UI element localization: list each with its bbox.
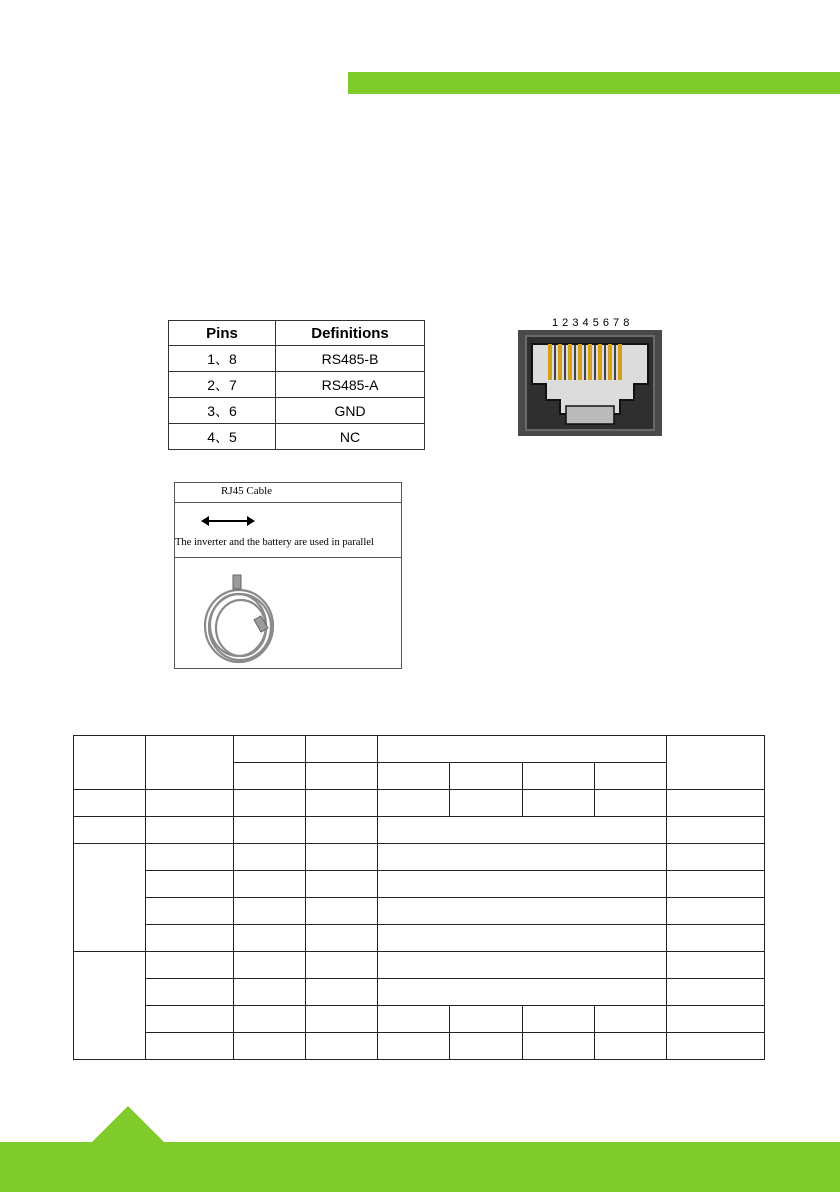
- grid-cell: [378, 790, 450, 817]
- grid-cell: [146, 898, 234, 925]
- grid-cell: [378, 1006, 450, 1033]
- grid-cell: [234, 763, 306, 790]
- divider: [175, 502, 401, 503]
- grid-cell: [146, 817, 234, 844]
- grid-cell: [667, 790, 765, 817]
- table-row: [74, 979, 765, 1006]
- table-row: [74, 844, 765, 871]
- grid-cell: [450, 790, 523, 817]
- grid-cell: [378, 898, 667, 925]
- table-row: [74, 1033, 765, 1060]
- grid-cell: [667, 1033, 765, 1060]
- grid-cell: [74, 817, 146, 844]
- grid-cell: [74, 736, 146, 790]
- grid-cell: [667, 844, 765, 871]
- grid-cell: [523, 790, 595, 817]
- table-row: [74, 736, 765, 763]
- grid-cell: [595, 1006, 667, 1033]
- grid-cell: [306, 898, 378, 925]
- grid-cell: [234, 1006, 306, 1033]
- grid-cell: [523, 763, 595, 790]
- grid-cell: [595, 763, 667, 790]
- pin-cell: 2、7: [169, 372, 276, 398]
- grid-cell: [667, 952, 765, 979]
- grid-cell: [667, 925, 765, 952]
- grid-cell: [667, 898, 765, 925]
- grid-cell: [378, 1033, 450, 1060]
- footer-tab-shape: [80, 1104, 176, 1144]
- cable-title: RJ45 Cable: [221, 485, 273, 497]
- grid-cell: [378, 925, 667, 952]
- grid-cell: [234, 844, 306, 871]
- grid-cell: [450, 1033, 523, 1060]
- rj45-cable-box: [174, 482, 402, 669]
- grid-cell: [146, 952, 234, 979]
- grid-cell: [234, 871, 306, 898]
- grid-cell: [306, 817, 378, 844]
- divider: [175, 557, 401, 558]
- table-row: [169, 424, 425, 450]
- grid-cell: [378, 736, 667, 763]
- table-row: [74, 925, 765, 952]
- definition-cell: RS485-B: [276, 346, 425, 372]
- pins-header: Pins: [169, 321, 276, 346]
- grid-cell: [306, 1006, 378, 1033]
- definitions-header: Definitions: [276, 321, 425, 346]
- grid-cell: [523, 1006, 595, 1033]
- grid-cell: [378, 871, 667, 898]
- grid-cell: [234, 790, 306, 817]
- grid-cell: [234, 1033, 306, 1060]
- grid-cell: [306, 952, 378, 979]
- table-row: [74, 871, 765, 898]
- table-row: [74, 952, 765, 979]
- grid-cell: [306, 790, 378, 817]
- grid-cell: [146, 979, 234, 1006]
- pin-definition-table: [168, 320, 425, 450]
- grid-cell: [146, 925, 234, 952]
- grid-cell: [378, 979, 667, 1006]
- grid-cell: [146, 871, 234, 898]
- grid-cell: [234, 979, 306, 1006]
- grid-cell: [306, 925, 378, 952]
- grid-cell: [74, 844, 146, 952]
- footer-accent-bar: [0, 1142, 840, 1192]
- pin-table-header: [169, 321, 425, 346]
- double-arrow-icon: [201, 513, 255, 529]
- grid-cell: [306, 871, 378, 898]
- definition-cell: NC: [276, 424, 425, 450]
- grid-cell: [306, 979, 378, 1006]
- grid-cell: [667, 979, 765, 1006]
- grid-cell: [667, 1006, 765, 1033]
- grid-cell: [234, 952, 306, 979]
- table-row: [169, 346, 425, 372]
- grid-cell: [667, 736, 765, 790]
- grid-cell: [595, 790, 667, 817]
- grid-cell: [378, 952, 667, 979]
- grid-cell: [234, 736, 306, 763]
- grid-cell: [74, 952, 146, 1060]
- jack-pin-numbers: 1 2 3 4 5 6 7 8: [552, 317, 630, 329]
- grid-cell: [306, 763, 378, 790]
- grid-cell: [146, 1006, 234, 1033]
- grid-cell: [146, 844, 234, 871]
- grid-cell: [378, 817, 667, 844]
- grid-cell: [146, 1033, 234, 1060]
- grid-cell: [146, 736, 234, 790]
- grid-cell: [234, 925, 306, 952]
- grid-cell: [450, 1006, 523, 1033]
- definition-cell: RS485-A: [276, 372, 425, 398]
- grid-cell: [667, 871, 765, 898]
- table-row: [74, 790, 765, 817]
- definition-cell: GND: [276, 398, 425, 424]
- table-row: [169, 372, 425, 398]
- table-row: [74, 817, 765, 844]
- grid-cell: [234, 898, 306, 925]
- grid-cell: [306, 1033, 378, 1060]
- table-row: [74, 898, 765, 925]
- spec-grid-table: [73, 735, 765, 1060]
- grid-cell: [378, 763, 450, 790]
- grid-cell: [450, 763, 523, 790]
- grid-cell: [523, 1033, 595, 1060]
- grid-cell: [306, 736, 378, 763]
- grid-cell: [74, 790, 146, 817]
- grid-cell: [146, 790, 234, 817]
- rj45-jack-image: [516, 314, 664, 436]
- grid-cell: [234, 817, 306, 844]
- pin-cell: 1、8: [169, 346, 276, 372]
- table-row: [169, 398, 425, 424]
- coiled-cable-image: [199, 571, 285, 667]
- header-accent-bar: [348, 72, 840, 94]
- pin-cell: 4、5: [169, 424, 276, 450]
- grid-cell: [306, 844, 378, 871]
- cable-description: The inverter and the battery are used in parallel: [175, 537, 374, 548]
- table-row: [74, 1006, 765, 1033]
- grid-cell: [378, 844, 667, 871]
- pin-cell: 3、6: [169, 398, 276, 424]
- grid-cell: [595, 1033, 667, 1060]
- grid-cell: [667, 817, 765, 844]
